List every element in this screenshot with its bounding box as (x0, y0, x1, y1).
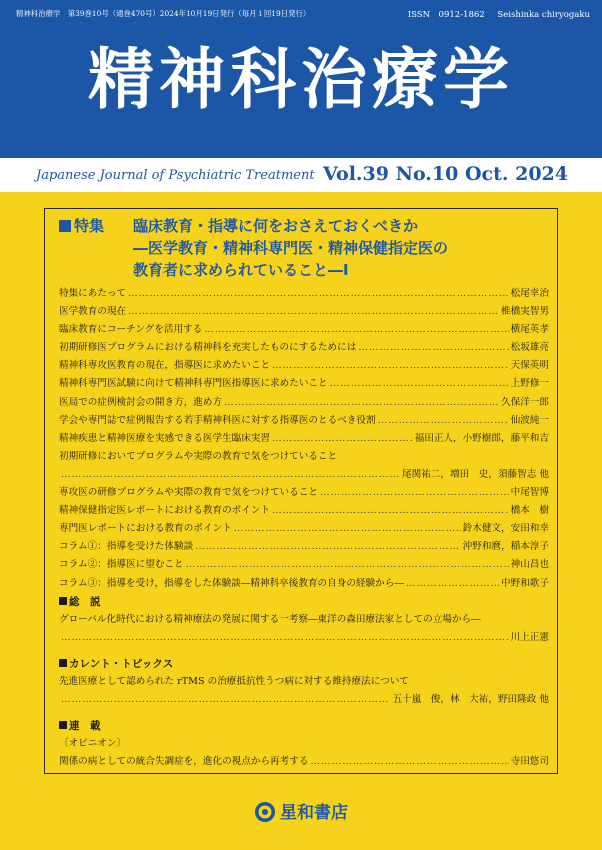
list-item[interactable] (59, 466, 549, 484)
article-title: コラム②：指導医に望むこと (59, 559, 184, 571)
article-title: 専門医レポートにおける教育のポイント (59, 523, 232, 535)
feature-title-line-3: 教育者に求められていること―Ⅰ (133, 261, 349, 279)
list-item[interactable] (59, 556, 549, 574)
section-current-topics (59, 655, 549, 709)
article-author: 川上正憲 (510, 632, 549, 644)
list-item[interactable] (59, 611, 549, 629)
list-item[interactable] (59, 502, 549, 520)
list-item[interactable] (59, 285, 549, 303)
article-author: 天保英明 (510, 360, 549, 372)
feature-article-list (59, 285, 549, 593)
article-author: 神山昌也 (510, 559, 549, 571)
article-title: 精神疾患と精神医療を実感できる医学生臨床実習 (59, 432, 271, 444)
article-author: 中尾智博 (510, 487, 549, 499)
article-title: 精神保健指定医レポートにおける教育のポイント (59, 505, 271, 517)
list-item[interactable] (59, 673, 549, 691)
volume-info: Vol.39 No.10 Oct. 2024 (323, 163, 568, 185)
feature-title-line-2: ―医学教育・精神科専門医・精神保健指定医の (133, 239, 449, 257)
square-bullet-icon (59, 597, 67, 605)
article-title: 先進医療として認められた rTMS の治療抵抗性うつ病に対する維持療法について (59, 676, 409, 687)
article-author: 椎橋実智男 (501, 306, 549, 318)
list-item[interactable] (59, 520, 549, 538)
article-author: 寺田悠司 (510, 756, 549, 768)
english-title: Japanese Journal of Psychiatric Treatment (36, 168, 315, 183)
feature-tag: 特集 (59, 215, 133, 237)
list-item[interactable] (59, 339, 549, 357)
article-author: 福田正人，小野樹郎，藤平和吉 (414, 432, 549, 444)
romaji-title: Seishinka chiryogaku (497, 10, 590, 20)
list-item[interactable] (59, 375, 549, 393)
list-item[interactable] (59, 321, 549, 339)
list-item[interactable] (59, 753, 549, 771)
article-title: 医局での症例検討会の開き方，進め方 (59, 396, 223, 408)
list-item[interactable] (59, 412, 549, 430)
article-author: 仙波純一 (510, 414, 549, 426)
list-item[interactable] (59, 538, 549, 556)
article-author: 松尾幸治 (510, 288, 549, 299)
square-bullet-icon (59, 220, 71, 232)
article-title: 特集にあたって (59, 288, 127, 299)
subtitle-band (0, 158, 602, 192)
article-author: 鈴木健文，安田和幸 (462, 523, 549, 535)
table-of-contents (44, 208, 558, 774)
journal-title: 精神科治療学 (88, 41, 514, 118)
article-title: コラム①：指導を受けた体験談 (59, 541, 194, 553)
list-item[interactable] (59, 484, 549, 502)
section-subheading: 〔オピニオン〕 (59, 738, 127, 749)
list-item[interactable] (59, 357, 549, 375)
article-author: 尾関祐二，増田 史，須藤智志 他 (402, 468, 549, 480)
list-item[interactable] (59, 629, 549, 647)
list-item[interactable] (59, 430, 549, 448)
article-title: 精神科専攻医教育の現在，指導医に求めたいこと (59, 360, 271, 372)
article-title: 関係の病としての統合失調症を，進化の視点から再考する (59, 756, 309, 768)
section-serial (59, 717, 549, 771)
list-item[interactable] (59, 394, 549, 412)
article-title: 専攻医の研修プログラムや実際の教育で気をつけていること (59, 487, 318, 499)
issn: ISSN 0912-1862 (407, 10, 485, 20)
feature-title-line-1: 臨床教育・指導に何をおさえておくべきか (133, 217, 419, 235)
list-item[interactable] (59, 303, 549, 321)
article-title: グローバル化時代における精神療法の発展に関する一考察―東洋の森田療法家としての立場から― (59, 614, 481, 625)
article-title: 医学教育の現在 (59, 306, 127, 318)
list-item[interactable] (59, 448, 549, 466)
article-title: 精神科専門医試験に向けて精神科専門医指導医に求めたいこと (59, 378, 328, 390)
list-item[interactable] (59, 575, 549, 593)
issn-block (398, 8, 590, 20)
article-title: 初期研修においてプログラムや実際の教育で気をつけていること (59, 450, 338, 462)
feature-heading (59, 215, 549, 281)
list-item[interactable] (59, 691, 549, 709)
article-author: 上野修一 (510, 378, 549, 390)
article-author: 沖野和麿，稲本淳子 (462, 541, 549, 553)
article-author: 久保洋一郎 (501, 396, 549, 408)
cover-header-band (0, 0, 602, 158)
section-heading: カレント・トピックス (69, 658, 174, 670)
publisher-star-icon (254, 801, 276, 823)
article-title: 学会や専門誌で症例報告する若手精神科医に対する指導医のとるべき役割 (59, 414, 376, 426)
square-bullet-icon (59, 721, 67, 729)
section-heading: 総 説 (69, 596, 101, 608)
section-review (59, 593, 549, 647)
issue-info: 精神科治療学 第39巻10号（通巻470号）2024年10月19日発行（毎月１回19日発行） (16, 9, 311, 18)
square-bullet-icon (59, 659, 67, 667)
article-author: 五十嵐 俊，林 大祐，野田隆政 他 (392, 694, 549, 706)
publisher-logo (0, 798, 602, 823)
article-author: 松坂雄亮 (510, 342, 549, 354)
article-title: 臨床教育にコーチングを活用する (59, 324, 203, 336)
section-heading: 連 載 (69, 720, 101, 732)
article-author: 横尾英孝 (510, 324, 549, 336)
article-title: コラム③：指導を受け，指導をした体験談―精神科卒後教育の自身の経験から― (59, 577, 404, 589)
article-author: 橋本 樹 (510, 505, 549, 517)
article-author: 中野和歌子 (501, 577, 549, 589)
publisher-name: 星和書店 (280, 803, 348, 823)
publication-meta (16, 8, 590, 22)
article-title: 初期研修医プログラムにおける精神科を充実したものにするためには (59, 342, 357, 354)
